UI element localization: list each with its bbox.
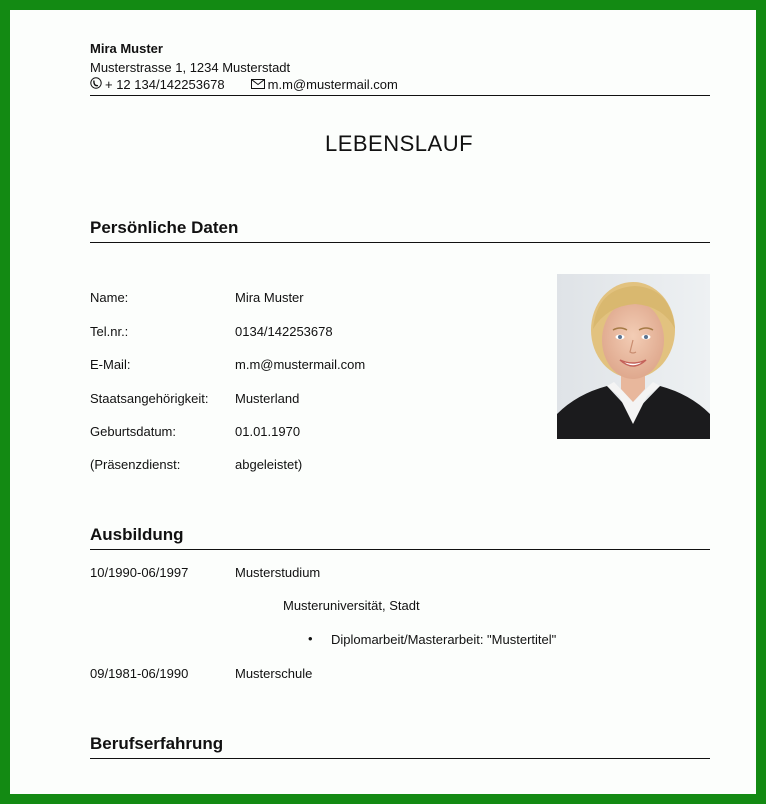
education-period: 09/1981-06/1990 — [90, 666, 189, 681]
value-phone: 0134/142253678 — [235, 324, 333, 339]
section-divider — [90, 242, 710, 243]
section-divider — [90, 549, 710, 550]
cv-page — [10, 10, 756, 794]
header-name: Mira Muster — [90, 41, 163, 56]
header-contact — [90, 77, 398, 92]
label-email: E-Mail: — [90, 357, 131, 372]
bullet-icon: • — [308, 631, 313, 646]
header-address: Musterstrasse 1, 1234 Musterstadt — [90, 60, 291, 75]
phone-icon — [90, 77, 102, 92]
envelope-icon — [251, 78, 265, 92]
education-thesis: Diplomarbeit/Masterarbeit: "Mustertitel" — [331, 632, 557, 647]
page-title: LEBENSLAUF — [324, 131, 474, 156]
education-title: Musterstudium — [235, 565, 321, 580]
portrait-photo — [557, 274, 710, 439]
section-heading-education: Ausbildung — [90, 525, 184, 544]
label-name: Name: — [90, 290, 129, 305]
label-service: (Präsenzdienst: — [90, 457, 181, 472]
section-heading-experience: Berufserfahrung — [90, 734, 224, 753]
education-period: 10/1990-06/1997 — [90, 565, 189, 580]
education-title: Musterschule — [235, 666, 313, 681]
value-birthdate: 01.01.1970 — [235, 424, 301, 439]
header-phone: + 12 134/142253678 — [105, 77, 225, 92]
header-email: m.m@mustermail.com — [267, 77, 398, 92]
value-email: m.m@mustermail.com — [235, 357, 366, 372]
label-phone: Tel.nr.: — [90, 324, 129, 339]
section-divider — [90, 758, 710, 759]
value-service: abgeleistet) — [235, 457, 303, 472]
education-institution: Musteruniversität, Stadt — [283, 598, 420, 613]
value-name: Mira Muster — [235, 290, 304, 305]
section-heading-personal: Persönliche Daten — [90, 218, 239, 237]
label-birthdate: Geburtsdatum: — [90, 424, 176, 439]
header-divider — [90, 95, 710, 96]
label-nationality: Staatsangehörigkeit: — [90, 391, 209, 406]
value-nationality: Musterland — [235, 391, 300, 406]
